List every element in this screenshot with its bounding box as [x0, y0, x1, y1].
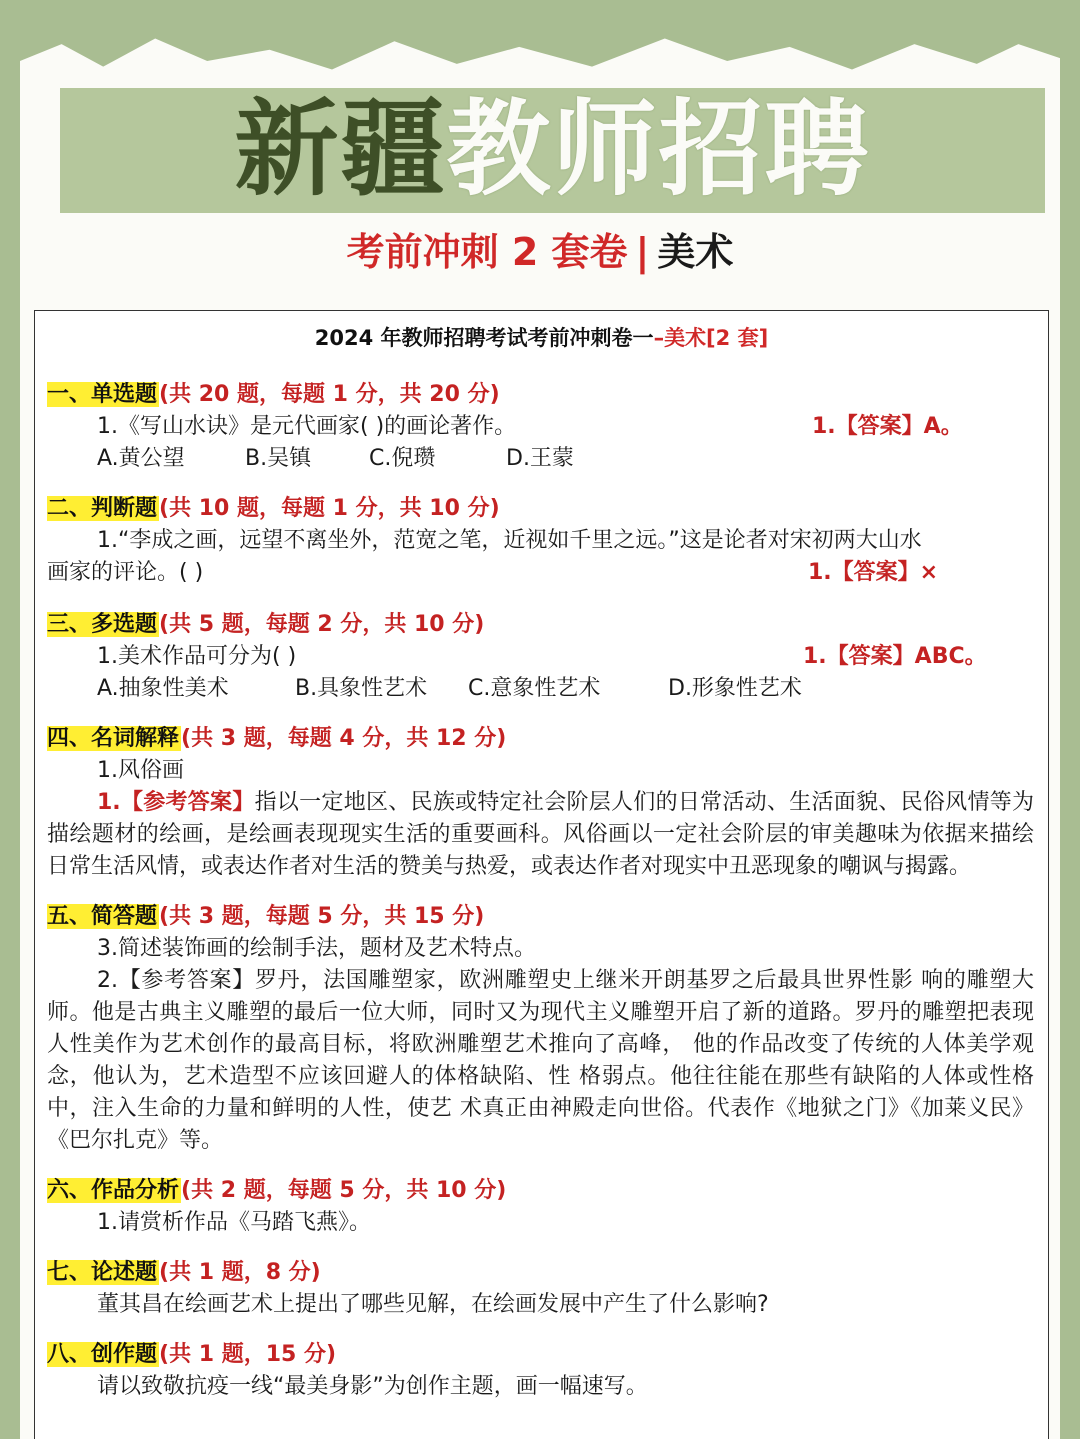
section-meta: (共 5 题，每题 2 分，共 10 分): [159, 612, 485, 637]
section-name: 七、论述题: [47, 1260, 158, 1285]
answer: 1.【答案】A。: [812, 414, 963, 439]
option-c: C.意象性艺术: [468, 676, 601, 701]
section-title: [47, 609, 1034, 641]
section-short-answer: [35, 901, 1048, 1157]
section-term-definition: [35, 723, 1048, 883]
question: 1.请赏析作品《马踏飞燕》。: [97, 1210, 371, 1235]
section-name: 二、判断题: [47, 496, 158, 521]
subtitle-red: 考前冲刺 2 套卷: [346, 230, 628, 274]
reference-answer: [47, 787, 1034, 883]
answer: 1.【答案】×: [808, 560, 939, 585]
section-meta: (共 10 题，每题 1 分，共 10 分): [159, 496, 500, 521]
section-true-false: [35, 493, 1048, 589]
question: 请以致敬抗疫一线“最美身影”为创作主题，画一幅速写。: [97, 1374, 648, 1399]
reference-answer: 2.【参考答案】罗丹，法国雕塑家，欧洲雕塑史上继米开朗基罗之后最具世界性影 响的雕塑大师。他是古典主义雕塑的最后一位大师，同时又为现代主义雕塑开启了新的道路。罗丹的雕塑把表现人性美作为艺术创作的最高目标，将欧洲雕塑艺术推向了高峰， 他的作品改变了传统的人体美学观念，他认为，艺术造型不应该回避人的体格缺陷、性 格弱点。他往往能在那些有缺陷的人体或性格中，注入生命的力量和鲜明的人性，使艺 术真正由神殿走向世俗。代表作《地狱之门》《加莱义民》《巴尔扎克》等。: [47, 968, 1034, 1153]
section-title: [47, 901, 1034, 933]
section-essay: [35, 1257, 1048, 1321]
answer-text: 指以一定地区、民族或特定社会阶层人们的日常活动、生活面貌、民俗风情等为描绘题材的绘画，是绘画表现现实生活的重要画科。风俗画以一定社会阶层的审美趣味为依据来描绘日常生活风情，或表达作者对生活的赞美与热爱，或表达作者对现实中丑恶现象的嘲讽与揭露。: [47, 790, 1034, 879]
section-name: 六、作品分析: [47, 1178, 180, 1203]
exam-document: [34, 310, 1049, 1439]
doc-header-highlight: –美术[2 套]: [653, 326, 769, 350]
banner-title-part2: 教师招聘: [446, 88, 871, 210]
question-line-1: 1.“李成之画，远望不离坐外，范宽之笔，近视如千里之远。”这是论者对宋初两大山水: [97, 528, 922, 553]
section-meta: (共 1 题，15 分): [159, 1342, 337, 1367]
option-c: C.倪瓒: [369, 446, 436, 471]
answer: 1.【答案】ABC。: [803, 644, 987, 669]
section-name: 八、创作题: [47, 1342, 158, 1367]
question: 董其昌在绘画艺术上提出了哪些见解，在绘画发展中产生了什么影响?: [97, 1292, 769, 1317]
options: [47, 443, 1034, 475]
subtitle-separator: |: [635, 230, 650, 274]
section-name: 四、名词解释: [47, 726, 180, 751]
option-b: B.具象性艺术: [295, 676, 428, 701]
banner-subtitle: [0, 226, 1080, 278]
section-title: [47, 1339, 1034, 1371]
question: 1.风俗画: [97, 758, 184, 783]
doc-header: [35, 321, 1048, 355]
option-d: D.王蒙: [506, 446, 574, 471]
section-meta: (共 20 题，每题 1 分，共 20 分): [159, 382, 500, 407]
question-line-2: 画家的评论。( ): [47, 560, 204, 585]
section-title: [47, 493, 1034, 525]
section-meta: (共 3 题，每题 5 分，共 15 分): [159, 904, 485, 929]
question: 3.简述装饰画的绘制手法，题材及艺术特点。: [97, 936, 536, 961]
answer-label: 1.【参考答案】: [97, 790, 255, 815]
question: 1.《写山水诀》是元代画家( )的画论著作。: [97, 414, 517, 439]
question: 1.美术作品可分为( ): [97, 644, 297, 669]
section-single-choice: [35, 379, 1048, 475]
section-name: 三、多选题: [47, 612, 158, 637]
subtitle-subject: 美术: [657, 230, 734, 274]
section-name: 一、单选题: [47, 382, 158, 407]
section-title: [47, 379, 1034, 411]
section-multi-choice: [35, 609, 1048, 705]
banner-title: [60, 84, 1045, 214]
option-d: D.形象性艺术: [668, 676, 802, 701]
doc-header-main: 2024 年教师招聘考试考前冲刺卷一: [314, 326, 654, 350]
option-a: A.抽象性美术: [97, 676, 229, 701]
section-meta: (共 3 题，每题 4 分，共 12 分): [181, 726, 507, 751]
section-creation: [35, 1339, 1048, 1403]
option-a: A.黄公望: [97, 446, 185, 471]
section-meta: (共 1 题，8 分): [159, 1260, 321, 1285]
option-b: B.吴镇: [245, 446, 312, 471]
section-meta: (共 2 题，每题 5 分，共 10 分): [181, 1178, 507, 1203]
banner-title-part1: 新疆: [234, 88, 447, 210]
options: [47, 673, 1034, 705]
section-name: 五、简答题: [47, 904, 158, 929]
section-title: [47, 723, 1034, 755]
section-work-analysis: [35, 1175, 1048, 1239]
section-title: [47, 1175, 1034, 1207]
section-title: [47, 1257, 1034, 1289]
